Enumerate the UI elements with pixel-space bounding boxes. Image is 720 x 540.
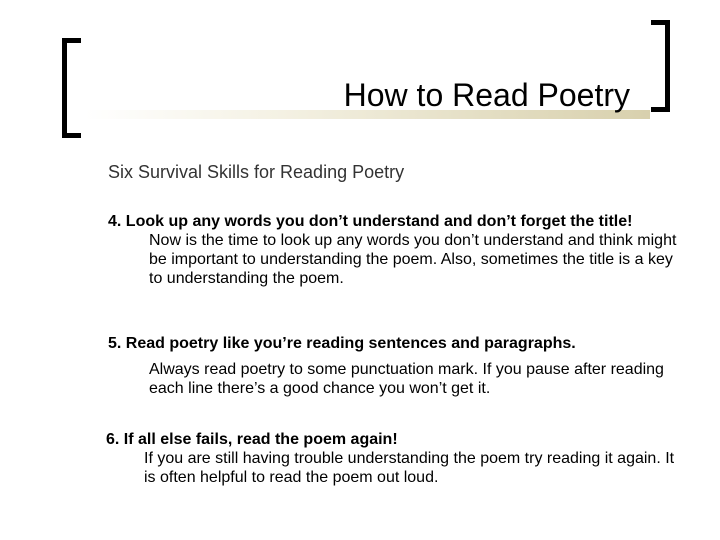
slide-title: How to Read Poetry: [343, 77, 630, 113]
skill-item-5-body: Always read poetry to some punctuation mark. If you pause after reading each line there’s a good chance you won’t get it.: [149, 361, 664, 397]
skill-item-4-body: Now is the time to look up any words you don’t understand and think might be important to understanding the poem. Also, sometimes the title is a key to understanding the poem.: [149, 232, 677, 287]
skill-item-6-body: If you are still having trouble understanding the poem try reading it again. It is often helpful to read the poem out loud.: [144, 450, 675, 486]
skill-item-6: [106, 430, 686, 487]
skill-item-5-heading: 5. Read poetry like you’re reading sentences and paragraphs.: [108, 335, 576, 352]
skill-item-4-heading: 4. Look up any words you don’t understand and don’t forget the title!: [108, 213, 633, 230]
skill-item-4: [108, 212, 678, 288]
left-bracket-decoration: [62, 38, 81, 138]
slide-subtitle: Six Survival Skills for Reading Poetry: [108, 162, 405, 182]
skill-item-6-heading: 6. If all else fails, read the poem again!: [106, 431, 398, 448]
right-bracket-decoration: [651, 20, 670, 112]
skill-item-5: [108, 334, 678, 398]
